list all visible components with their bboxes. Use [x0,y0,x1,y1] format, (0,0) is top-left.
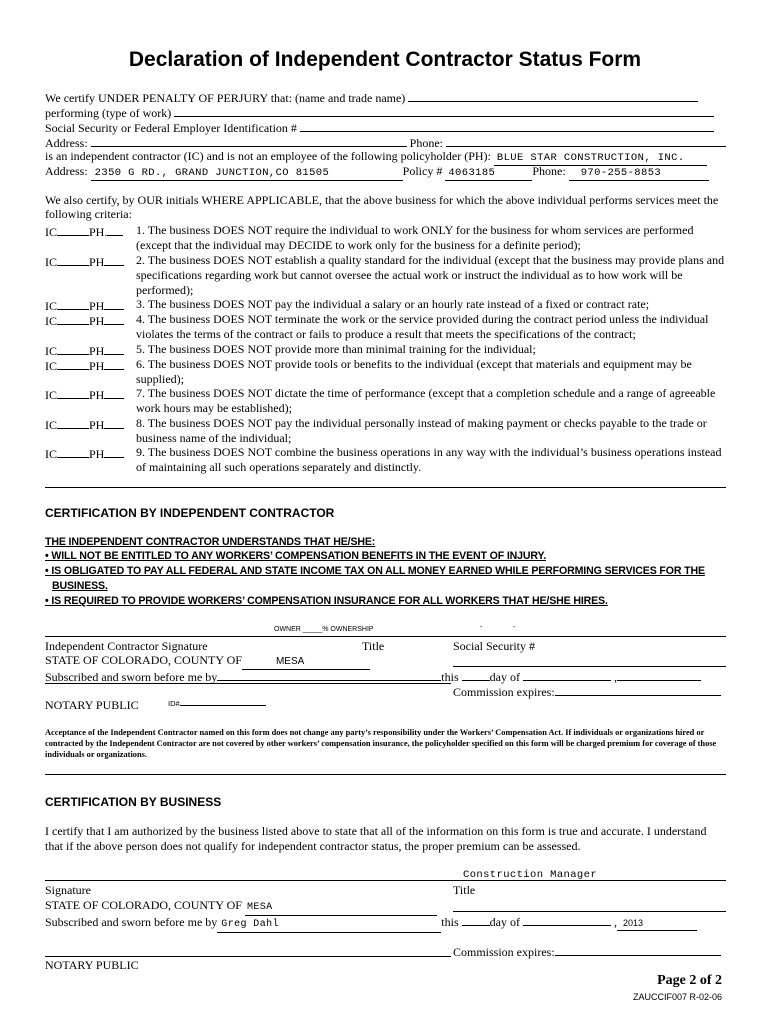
ic-initials-field[interactable] [57,342,89,355]
biz-sworn-line [45,913,697,933]
criterion-initials [45,223,123,239]
phone-label: Phone: [409,136,444,150]
criterion-text: 8. The business DOES NOT pay the individual personally instead of making payment or checks payable to the trade or business name of the individual; [136,416,707,445]
ssn-label: Social Security or Federal Employer Identification # [45,121,297,135]
ph-label: PH [89,255,105,269]
performing-line [45,104,714,120]
ph-label: PH [89,388,105,402]
criterion-initials [45,386,124,402]
ph-phone-field[interactable]: 970-255-8853 [569,166,709,181]
ic-id-field[interactable] [180,698,266,706]
ic-initials-field[interactable] [57,253,89,266]
ph-label: PH. [89,225,108,239]
ic-notary-label: NOTARY PUBLIC [45,698,139,712]
biz-notary-line[interactable] [45,956,451,957]
ph-initials-field[interactable] [104,445,124,458]
ic-understands: THE INDEPENDENT CONTRACTOR UNDERSTANDS THAT HE/SHE: [45,536,376,548]
ic-sig-label: Independent Contractor Signature [45,639,208,653]
criterion-initials [45,357,124,373]
biz-commission-label: Commission expires: [453,945,555,959]
ph-initials-field[interactable] [104,312,124,325]
ph-initials-field[interactable] [104,253,124,266]
biz-sworn-field[interactable]: Greg Dahl [217,918,441,933]
ph-initials-field[interactable] [104,342,124,355]
type-of-work-field[interactable] [174,104,714,117]
form-title: Declaration of Independent Contractor Status Form [128,48,642,71]
ic-label: IC [45,255,57,269]
biz-commission-field[interactable] [555,943,721,956]
ic-sworn-field[interactable] [217,668,441,681]
criterion-text: 2. The business DOES NOT establish a quality standard for the individual (except that the business may provide plans and specifications regarding work but cannot oversee the actual work or instruct the individual as to how work will be performed); [136,253,725,297]
biz-year-field[interactable]: 2013 [617,916,697,931]
biz-dayof-label: day of [489,915,520,929]
criterion-initials [45,253,124,269]
biz-month-field[interactable] [523,913,611,926]
biz-day-field[interactable] [462,913,490,926]
biz-state-right-line [453,911,726,912]
address-label: Address: [45,136,88,150]
criterion-initials [45,416,124,432]
ic-year-field[interactable] [617,668,701,681]
biz-notary-label: NOTARY PUBLIC [45,958,139,972]
ic-month-field[interactable] [523,668,611,681]
acceptance-text: Acceptance of the Independent Contractor named on this form does not change any party’s responsibility under the Workers’ Compensation Act. If individuals or organizations hired or contracted by the Independent Contractor are not covered by other workers’ compensation insurance, the policyholder specified on this form will be charged premium for coverage of those individuals or organizations. [45,728,717,759]
ic-initials-field[interactable] [57,312,89,325]
ic-label: IC [45,388,57,402]
ic-label: IC [45,359,57,373]
ic-label: IC [45,314,57,328]
biz-signature-line[interactable] [45,880,726,881]
divider [45,487,726,488]
ic-county-field[interactable]: MESA [242,655,370,670]
biz-commission-line [453,943,721,959]
certify-label: We certify UNDER PENALTY OF PERJURY that: (name and trade name) [45,91,406,105]
ic-comma: , [613,670,617,684]
ic-bullet-3: • IS REQUIRED TO PROVIDE WORKERS’ COMPENSATION INSURANCE FOR ALL WORKERS THAT HE/SHE HIRES. [45,595,608,607]
ic-commission-line [453,683,721,699]
phone-field[interactable] [446,134,726,147]
ic-label: IC [45,225,57,239]
criteria-intro: We also certify, by OUR initials WHERE APPLICABLE, that the above business for which the above individual performs services meet the following criteria: [45,193,719,221]
ph-initials-field[interactable] [104,386,124,399]
biz-sworn-label: Subscribed and sworn before me by [45,915,218,929]
ic-commission-field[interactable] [555,683,721,696]
biz-county-field[interactable]: MESA [245,901,437,916]
biz-title-label: Title [453,883,476,897]
criterion-text: 9. The business DOES NOT combine the business operations in any way with the individual’s business operations instead of maintaining all such operations separately and distinctly. [136,445,722,474]
name-field[interactable] [408,89,698,102]
ph-initials-field[interactable] [104,416,124,429]
ic-initials-field[interactable] [57,386,89,399]
ssn-line [45,119,714,135]
biz-state-label: STATE OF COLORADO, COUNTY OF [45,898,242,912]
biz-comma: , [613,915,617,929]
criterion-text: 4. The business DOES NOT terminate the work or the service provided during the contract period unless the individual violates the terms of the contract or fails to produce a result that meets the specifications of the contract; [136,312,709,341]
criterion-text: 5. The business DOES NOT provide more than minimal training for the individual; [136,342,536,356]
biz-this-label: this [441,915,459,929]
performing-label: performing (type of work) [45,106,172,120]
ic-initials-field[interactable] [57,445,89,458]
ic-id-label: ID# [168,699,180,708]
divider-2 [45,774,726,775]
ic-state-label: STATE OF COLORADO, COUNTY OF [45,653,242,667]
certify-line [45,89,698,105]
policyholder-name-field[interactable]: BLUE STAR CONSTRUCTION, INC. [494,151,707,166]
address-line [45,134,726,150]
ic-initials-field[interactable] [57,223,89,236]
ic-initials-field[interactable] [57,357,89,370]
biz-sig-label: Signature [45,883,91,897]
ph-label: PH [89,314,105,328]
ph-label: PH [89,359,105,373]
ic-initials-field[interactable] [57,416,89,429]
criterion-initials [45,342,124,358]
ic-label: IC [45,344,57,358]
ph-initials-field[interactable] [104,357,124,370]
address-field[interactable] [91,134,407,147]
ph-label: PH [89,418,105,432]
ic-sworn-label: Subscribed and sworn before me by [45,670,218,684]
ph-address-line [45,164,709,181]
address2-label: Address: [45,164,88,178]
ic-sworn-line [45,668,701,684]
is-ic-label: is an independent contractor (IC) and is not an employee of the following policyholder (PH): [45,149,491,163]
ic-title-label: Title [362,639,385,653]
ssn-dash-2: - [513,624,516,631]
ic-dayof-label: day of [489,670,520,684]
ic-cert-heading: CERTIFICATION BY INDEPENDENT CONTRACTOR [45,506,335,520]
page-number: Page 2 of 2 [657,973,722,988]
biz-cert-text: I certify that I am authorized by the business listed above to state that all of the information on this form is true and accurate. I understand that if the above person does not qualify for independent contractor status, the proper premium can be assessed. [45,824,707,853]
ph-label: PH [89,344,105,358]
form-code: ZAUCCIF007 R-02-06 [632,992,722,1002]
ph-initials-field[interactable] [107,223,123,236]
ic-label: IC [45,418,57,432]
biz-cert-heading: CERTIFICATION BY BUSINESS [45,795,222,809]
ic-label: IC [45,299,57,313]
ph-label: PH [89,299,105,313]
owner-ownership: OWNER _____% OWNERSHIP [274,626,374,633]
ic-label: IC [45,447,57,461]
criterion-initials [45,445,124,461]
biz-title-value[interactable]: Construction Manager [463,869,598,881]
criterion-initials [45,297,124,313]
ic-signature-line[interactable] [45,636,726,637]
ic-bullet-1: • WILL NOT BE ENTITLED TO ANY WORKERS’ COMPENSATION BENEFITS IN THE EVENT OF INJURY. [45,550,547,562]
ic-ssn-label: Social Security # [453,639,535,653]
criterion-initials [45,312,124,328]
ic-initials-field[interactable] [57,297,89,310]
ic-notary-line[interactable] [45,683,451,684]
ph-label: PH [89,447,105,461]
criterion-text: 7. The business DOES NOT dictate the time of performance (except that a completion schedule and a range of agreeable work hours may be established); [136,386,716,415]
ic-commission-label: Commission expires: [453,685,555,699]
ssn-dash-1: - [480,624,483,631]
phone2-label: Phone: [532,164,566,178]
policy-number-field[interactable]: 4063185 [445,166,532,181]
ic-this-label: this [441,670,459,684]
criterion-text: 1. The business DOES NOT require the individual to work ONLY for the business for whom services are performed (except that the individual may DECIDE to work only for the business for a definite period); [136,223,694,252]
policy-label: Policy # [402,164,443,178]
ic-state-right-line [453,666,726,667]
ssn-field[interactable] [300,119,714,132]
ic-bullet-2-cont: BUSINESS. [52,580,108,592]
criterion-text: 3. The business DOES NOT pay the individual a salary or an hourly rate instead of a fixed or contract rate; [136,297,650,311]
criterion-text: 6. The business DOES NOT provide tools or benefits to the individual (except that materials and equipment may be supplied); [136,357,692,386]
ic-day-field[interactable] [462,668,490,681]
ph-address-field[interactable]: 2350 G RD., GRAND JUNCTION,CO 81505 [91,166,403,181]
ic-id-line [168,698,266,708]
ic-bullet-2: • IS OBLIGATED TO PAY ALL FEDERAL AND STATE INCOME TAX ON ALL MONEY EARNED WHILE PERFORMING SERVICES FOR THE [45,565,705,577]
ph-initials-field[interactable] [104,297,124,310]
